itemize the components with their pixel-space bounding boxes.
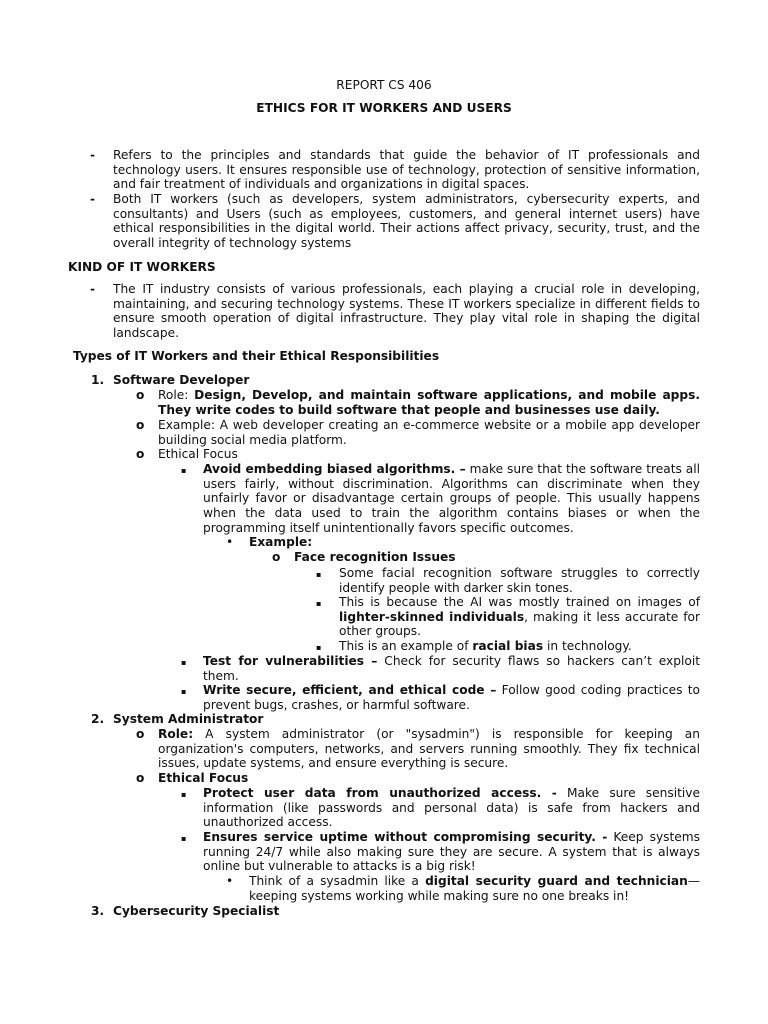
sysadmin-analogy: Think of a sysadmin like a digital security guard and technician— keeping systems working while making sure no one breaks in! — [249, 874, 700, 903]
list-number: 3. — [91, 904, 105, 918]
face-item-3: This is an example of racial bias in technology. — [339, 639, 632, 653]
focus-protect-user-data: Protect user data from unauthorized access. - Make sure sensitive information (like passwords and personal data) is safe from hackers and unauthorized access. — [203, 786, 700, 830]
bullet-marker: • — [226, 535, 234, 549]
focus-test-vulnerabilities: Test for vulnerabilities – Check for security flaws so hackers can’t exploit them. — [203, 654, 700, 683]
intro-paragraph-2: Both IT workers (such as developers, system administrators, cybersecurity experts, and consultants) and Users (such as employees, customers, and general internet users) have ethical responsibilities in the digital world. Their actions affect privacy, security, trust, and the overall integrity of technology systems — [113, 192, 700, 251]
example-software-developer: Example: A web developer creating an e-commerce website or a mobile app developer building social media platform. — [158, 418, 700, 447]
kind-paragraph: The IT industry consists of various professionals, each playing a crucial role in developing, maintaining, and securing technology systems. These IT workers specialize in different fields to ensure smooth operation of digital infrastructure. They play vital role in shaping the digital landscape. — [113, 282, 700, 341]
dash-marker: - — [90, 148, 96, 162]
face-item-1: Some facial recognition software struggles to correctly identify people with darker skin tones. — [339, 566, 700, 595]
bullet-marker: • — [226, 874, 234, 888]
intro-paragraph-1: Refers to the principles and standards that guide the behavior of IT professionals and technology users. It ensures responsible use of technology, protection of sensitive information, and fair treatment of individuals and organizations in digital spaces. — [113, 148, 700, 192]
circle-marker: o — [136, 727, 145, 741]
example-label: Example: — [249, 535, 313, 549]
focus-secure-code: Write secure, efficient, and ethical code – Follow good coding practices to prevent bugs, crashes, or harmful software. — [203, 683, 700, 712]
role-system-administrator: Role: A system administrator (or "sysadmin") is responsible for keeping an organization's computers, networks, and servers running smoothly. They fix technical issues, update systems, and ensure everything is secure. — [158, 727, 700, 771]
face-item-2: This is because the AI was mostly trained on images of lighter-skinned individuals, making it less accurate for other groups. — [339, 595, 700, 639]
focus-biased-algorithms: Avoid embedding biased algorithms. – make sure that the software treats all users fairly, without discrimination. Algorithms can discriminate when they unfairly favor or disadvantage certain groups of people. This usually happens when the data used to train the algorithm contains biases or when the programming itself unintentionally favors specific outcomes. — [203, 462, 701, 535]
list-number: 2. — [91, 712, 105, 726]
worker-name-software-developer: Software Developer — [113, 373, 250, 387]
square-marker: ▪ — [316, 570, 322, 579]
square-marker: ▪ — [181, 834, 187, 843]
circle-marker: o — [136, 418, 145, 432]
face-recognition-title: Face recognition Issues — [294, 550, 456, 564]
square-marker: ▪ — [181, 466, 187, 475]
circle-marker: o — [136, 771, 145, 785]
worker-name-system-administrator: System Administrator — [113, 712, 264, 726]
square-marker: ▪ — [181, 687, 187, 696]
worker-name-cybersecurity-specialist: Cybersecurity Specialist — [113, 904, 280, 918]
dash-marker: - — [90, 192, 96, 206]
list-number: 1. — [91, 373, 105, 387]
ethical-focus-label: Ethical Focus — [158, 447, 238, 461]
focus-service-uptime: Ensures service uptime without compromising security. - Keep systems running 24/7 while also making sure they are secure. A system that is always online but vulnerable to attacks is a big risk! — [203, 830, 701, 874]
document-title: ETHICS FOR IT WORKERS AND USERS — [256, 101, 512, 115]
dash-marker: - — [90, 282, 96, 296]
role-software-developer: Role: Design, Develop, and maintain software applications, and mobile apps. They write codes to build software that people and businesses use daily. — [158, 388, 701, 417]
square-marker: ▪ — [316, 643, 322, 652]
circle-marker: o — [136, 447, 145, 461]
square-marker: ▪ — [316, 599, 322, 608]
report-code: REPORT CS 406 — [336, 78, 432, 92]
square-marker: ▪ — [181, 658, 187, 667]
circle-marker: o — [136, 388, 145, 402]
section-heading-kind: KIND OF IT WORKERS — [68, 260, 216, 274]
square-marker: ▪ — [181, 790, 187, 799]
section-heading-types: Types of IT Workers and their Ethical Responsibilities — [73, 349, 440, 363]
circle-marker: o — [272, 550, 281, 564]
ethical-focus-label: Ethical Focus — [158, 771, 249, 785]
